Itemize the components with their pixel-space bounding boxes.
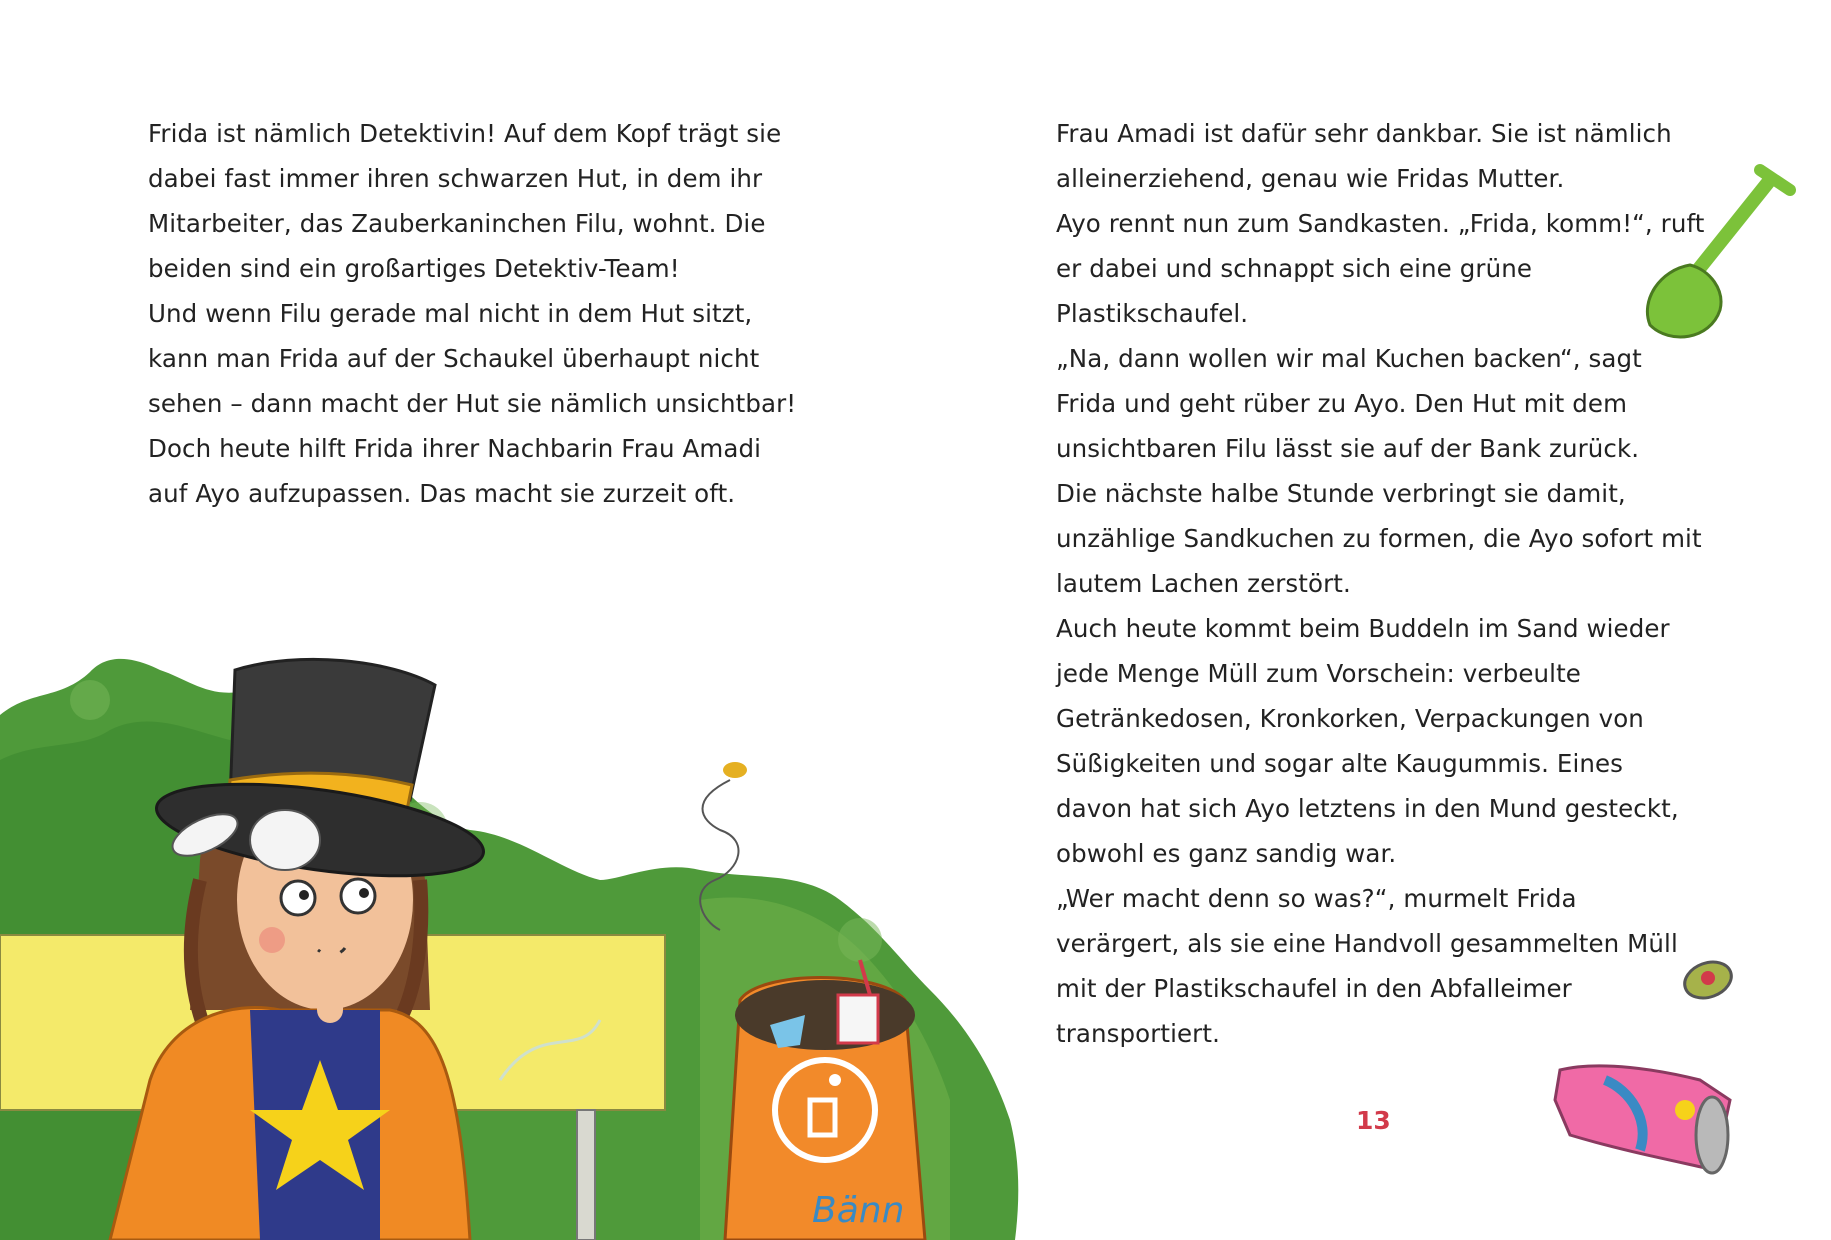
right-line: transportiert. (1056, 1019, 1220, 1048)
right-line: Getränkedosen, Kronkorken, Verpackungen von (1056, 704, 1644, 733)
left-line: Doch heute hilft Frida ihrer Nachbarin Frau Amadi (148, 434, 762, 463)
page-number: 13 (1356, 1106, 1391, 1135)
right-page-text (1056, 111, 1716, 1056)
left-line: Und wenn Filu gerade mal nicht in dem Hut sitzt, (148, 299, 753, 328)
right-line: unzählige Sandkuchen zu formen, die Ayo sofort mit (1056, 524, 1702, 553)
right-line: alleinerziehend, genau wie Fridas Mutter. (1056, 164, 1565, 193)
right-line: er dabei und schnappt sich eine grüne (1056, 254, 1532, 283)
right-line: Plastikschaufel. (1056, 299, 1249, 328)
right-line: lautem Lachen zerstört. (1056, 569, 1351, 598)
right-line: jede Menge Müll zum Vorschein: verbeulte (1056, 659, 1581, 688)
right-line: Süßigkeiten und sogar alte Kaugummis. Eines (1056, 749, 1624, 778)
right-line: Ayo rennt nun zum Sandkasten. „Frida, komm!“, ruft (1056, 209, 1705, 238)
right-line: unsichtbaren Filu lässt sie auf der Bank zurück. (1056, 434, 1640, 463)
right-line: obwohl es ganz sandig war. (1056, 839, 1397, 868)
left-line: kann man Frida auf der Schaukel überhaupt nicht (148, 344, 760, 373)
right-line: Auch heute kommt beim Buddeln im Sand wieder (1056, 614, 1670, 643)
left-line: beiden sind ein großartiges Detektiv-Team! (148, 254, 680, 283)
right-line: verärgert, als sie eine Handvoll gesammelten Müll (1056, 929, 1678, 958)
left-line: auf Ayo aufzupassen. Das macht sie zurzeit oft. (148, 479, 736, 508)
right-line: Die nächste halbe Stunde verbringt sie damit, (1056, 479, 1626, 508)
left-page-text (148, 111, 808, 516)
crushed-can-illustration (1555, 1066, 1730, 1173)
right-line: „Na, dann wollen wir mal Kuchen backen“, sagt (1056, 344, 1642, 373)
right-line: mit der Plastikschaufel in den Abfalleimer (1056, 974, 1572, 1003)
left-line: dabei fast immer ihren schwarzen Hut, in dem ihr (148, 164, 763, 193)
left-line: Frida ist nämlich Detektivin! Auf dem Kopf trägt sie (148, 119, 782, 148)
left-line: Mitarbeiter, das Zauberkaninchen Filu, wohnt. Die (148, 209, 766, 238)
right-line: „Wer macht denn so was?“, murmelt Frida (1056, 884, 1577, 913)
left-line: sehen – dann macht der Hut sie nämlich unsichtbar! (148, 389, 797, 418)
bin-graffiti: Bänn (812, 1190, 905, 1231)
right-line: Frau Amadi ist dafür sehr dankbar. Sie ist nämlich (1056, 119, 1672, 148)
right-line: Frida und geht rüber zu Ayo. Den Hut mit dem (1056, 389, 1628, 418)
right-line: davon hat sich Ayo letztens in den Mund gesteckt, (1056, 794, 1679, 823)
trash-bin-illustration (725, 960, 925, 1240)
